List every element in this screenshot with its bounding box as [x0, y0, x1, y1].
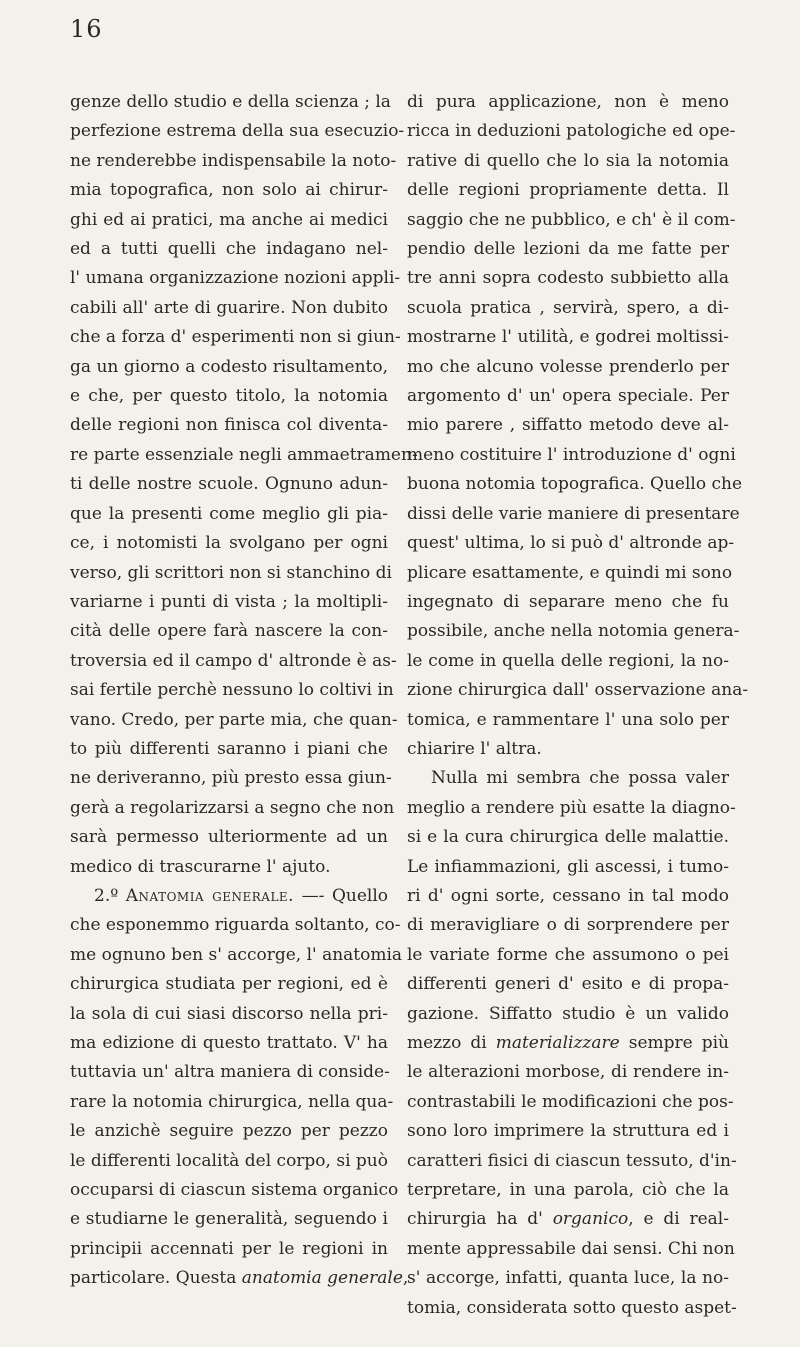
text-line: sono loro imprimere la struttura ed i — [407, 1121, 729, 1142]
text-line: quest' ultima, lo si può d' altronde ap- — [407, 533, 735, 554]
text-line: Nulla mi sembra che possa valer — [431, 768, 729, 789]
text-line: chirurgica studiata per regioni, ed è — [70, 974, 388, 995]
text-line: zione chirurgica dall' osservazione ana- — [407, 680, 749, 701]
text-line: e studiarne le generalità, seguendo i — [70, 1209, 388, 1230]
right-column — [407, 88, 749, 1323]
italic-line-organico — [407, 1205, 729, 1234]
text-line: chiarire l' altra. — [407, 738, 542, 759]
text-line: me ognuno ben s' accorge, l' anatomia — [70, 944, 403, 965]
text-line: di meravigliare o di sorprendere per — [407, 915, 729, 936]
text-line: ri d' ogni sorte, cessano in tal modo — [407, 885, 729, 906]
text-line: re parte essenziale negli ammaetramen- — [70, 444, 418, 465]
italic-term: anatomia generale — [241, 1268, 403, 1289]
italic-line-materializzare — [407, 1029, 729, 1058]
text-line: gazione. Siffatto studio è un valido — [407, 1003, 729, 1024]
right-paragraph-continued — [407, 88, 749, 764]
section-number: 2.º — [94, 885, 119, 906]
text-line: sai fertile perchè nessuno lo coltivi in — [70, 680, 394, 701]
text-line: tre anni sopra codesto subbietto alla — [407, 268, 729, 289]
text-line: gerà a regolarizzarsi a segno che non — [70, 797, 395, 818]
text-line: possibile, anche nella notomia genera- — [407, 621, 740, 642]
text-line: principii accennati per le regioni in — [70, 1238, 388, 1259]
text-line: occuparsi di ciascun sistema organico — [70, 1180, 399, 1201]
text-line: delle regioni non finisca col diventa- — [70, 415, 388, 436]
text-line: plicare esattamente, e quindi mi sono — [407, 562, 733, 583]
text-line: mente appressabile dai sensi. Chi non — [407, 1238, 735, 1259]
left-paragraph — [70, 88, 418, 882]
text-run: chirurgia ha d' — [407, 1209, 553, 1230]
text-line: cabili all' arte di guarire. Non dubito — [70, 297, 388, 318]
text-line: mio parere , siffatto metodo deve al- — [407, 415, 729, 436]
text-line: argomento d' un' opera speciale. Per — [407, 386, 729, 407]
text-line: saggio che ne pubblico, e ch' è il com- — [407, 209, 736, 230]
text-line: s' accorge, infatti, quanta luce, la no- — [407, 1268, 729, 1289]
text-line: dissi delle varie maniere di presentare — [407, 503, 740, 524]
text-line: genze dello studio e della scienza ; la — [70, 92, 391, 112]
text-line: le anzichè seguire pezzo per pezzo — [70, 1121, 388, 1142]
text-line: vano. Credo, per parte mia, che quan- — [70, 709, 398, 730]
text-line: pendio delle lezioni da me fatte per — [407, 239, 729, 260]
text-line: ma edizione di questo trattato. V' ha — [70, 1033, 388, 1053]
text-line: meno costituire l' introduzione d' ogni — [407, 444, 736, 465]
text-line: differenti generi d' esito e di propa- — [407, 974, 729, 995]
right-paragraph-lines — [407, 1058, 737, 1205]
text-line: la sola di cui siasi discorso nella pri- — [70, 1003, 388, 1024]
italic-term: organico — [552, 1209, 629, 1230]
text-line: caratteri fisici di ciascun tessuto, d'in- — [407, 1150, 737, 1171]
section-heading: Anatomia generale. — [125, 885, 295, 906]
section-heading-line — [70, 882, 388, 911]
text-line: l' umana organizzazione nozioni appli- — [70, 268, 401, 289]
text-line: ingegnato di separare meno che fu — [407, 591, 729, 612]
text-line: delle regioni propriamente detta. Il — [407, 180, 729, 201]
right-paragraph-end — [407, 1235, 737, 1323]
text-line: rare la notomia chirurgica, nella qua- — [70, 1091, 394, 1112]
text-line: ti delle nostre scuole. Ognuno adun- — [70, 474, 388, 495]
text-line: tuttavia un' altra maniera di conside- — [70, 1062, 390, 1083]
text-run: , — [402, 1268, 409, 1289]
text-line: le alterazioni morbose, di rendere in- — [407, 1062, 729, 1083]
text-line: e che, per questo titolo, la notomia — [70, 386, 388, 407]
text-line: le differenti località del corpo, si può — [70, 1150, 388, 1171]
text-line: si e la cura chirurgica delle malattie. — [407, 827, 729, 848]
text-line: to più differenti saranno i piani che — [70, 738, 388, 759]
text-line: buona notomia topografica. Quello che — [407, 474, 743, 495]
italic-term: materializzare — [495, 1033, 620, 1053]
text-line: ga un giorno a codesto risultamento, — [70, 356, 388, 377]
text-line: medico di trascurarne l' ajuto. — [70, 856, 331, 877]
text-line: le come in quella delle regioni, la no- — [407, 650, 729, 671]
text-run: mezzo di — [407, 1033, 496, 1053]
text-line: mostrarne l' utilità, e godrei moltissi- — [407, 327, 729, 348]
text-line: verso, gli scrittori non si stanchino di — [70, 562, 392, 583]
text-line: contrastabili le modificazioni che pos- — [407, 1091, 734, 1112]
page-number: 16 — [70, 15, 103, 43]
left-last-line — [70, 1264, 409, 1293]
text-line: ne renderebbe indispensabile la noto- — [70, 150, 397, 171]
text-line: ce, i notomisti la svolgano per ogni — [70, 533, 388, 554]
text-line: tomia, considerata sotto questo aspet- — [407, 1297, 737, 1318]
text-line: perfezione estrema della sua esecuzio- — [70, 121, 405, 142]
text-line: variarne i punti di vista ; la moltipli- — [70, 591, 388, 612]
text-line: che esponemmo riguarda soltanto, co- — [70, 915, 401, 936]
text-line: rative di quello che lo sia la notomia — [407, 150, 729, 171]
text-run: , e di real- — [628, 1209, 729, 1230]
text-line: di pura applicazione, non è meno — [407, 92, 729, 112]
text-line: cità delle opere farà nascere la con- — [70, 621, 388, 642]
text-run: sempre più — [619, 1033, 729, 1053]
right-paragraph-new — [407, 764, 736, 1029]
text-line: ne deriveranno, più presto essa giun- — [70, 768, 392, 789]
text-line: terpretare, in una parola, ciò che la — [407, 1180, 729, 1201]
text-line: mia topografica, non solo ai chirur- — [70, 180, 388, 201]
text-line: que la presenti come meglio gli pia- — [70, 503, 388, 524]
section-paragraph — [70, 911, 403, 1264]
text-line: ghi ed ai pratici, ma anche ai medici — [70, 209, 388, 230]
text-line: che a forza d' esperimenti non si giun- — [70, 327, 401, 348]
text-line: mo che alcuno volesse prenderlo per — [407, 356, 729, 377]
section-first-words: Quello — [331, 885, 388, 906]
text-line: sarà permesso ulteriormente ad un — [70, 827, 388, 848]
text-line: troversia ed il campo d' altronde è as- — [70, 650, 397, 671]
left-column — [70, 88, 418, 1294]
text-line: ed a tutti quelli che indagano nel- — [70, 239, 388, 260]
text-line: Le infiammazioni, gli ascessi, i tumo- — [407, 856, 729, 877]
text-line: scuola pratica , servirà, spero, a di- — [407, 297, 729, 318]
text-line: le variate forme che assumono o pei — [407, 944, 729, 965]
section-dash: —- — [294, 885, 332, 906]
text-run: particolare. Questa — [70, 1268, 242, 1289]
text-line: meglio a rendere più esatte la diagno- — [407, 797, 736, 818]
text-line: tomica, e rammentare l' una solo per — [407, 709, 729, 730]
text-line: ricca in deduzioni patologiche ed ope- — [407, 121, 736, 142]
